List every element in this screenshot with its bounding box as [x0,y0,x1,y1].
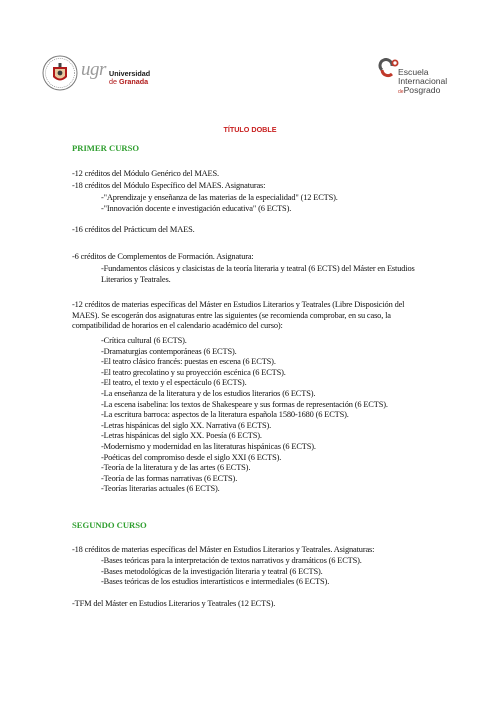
ep-line3-de: de [398,89,404,95]
list-item: -"Innovación docente e investigación educativa" (6 ECTS). [101,203,292,213]
ugr-logo [42,55,152,91]
list-item: -El teatro, el texto y el espectáculo (6 ECTS). [101,378,247,388]
escuela-posgrado-mark-icon [378,58,400,80]
list-item: -Letras hispánicas del siglo XX. Narrativa (6 ECTS). [101,420,272,430]
ugr-name-line1: Universidad [109,69,151,78]
escuela-posgrado-text [398,68,447,97]
list-item: -Poéticas del compromiso desde el siglo XXI (6 ECTS). [101,452,282,462]
list-item: -Teoría de las formas narrativas (6 ECTS). [101,473,238,483]
list-item: -El teatro grecolatino y su proyección escénica (6 ECTS). [101,367,286,377]
heading-first-year: PRIMER CURSO [72,143,140,153]
list-item: -Modernismo y modernidad en las literaturas hispánicas (6 ECTS). [101,441,316,451]
second-year-subjects [101,556,431,588]
ep-line3: Posgrado [403,85,441,95]
document-title: TÍTULO DOBLE [223,125,277,134]
list-item: -Bases teóricas para la interpretación de textos narrativos y dramáticos (6 ECTS). [101,556,362,565]
list-item: -Teorías literarias actuales (6 ECTS). [101,484,220,494]
list-item: -La escritura barroca: aspectos de la literatura española 1580-1680 (6 ECTS). [101,410,349,420]
ugr-seal-icon [42,55,78,91]
first-year-line-practicum: -16 créditos del Prácticum del MAES. [72,225,195,234]
list-item: -La enseñanza de la literatura y de los estudios literarios (6 ECTS). [101,388,316,398]
list-item: -Bases teóricas de los estudios interartísticos e intermediales (6 ECTS). [101,577,330,587]
ep-line1: Escuela [398,67,429,77]
list-item: -Teoría de la literatura y de las artes (6 ECTS). [101,463,251,473]
first-year-line-complements: -6 créditos de Complementos de Formación. Asignatura: [72,252,254,261]
first-year-line-specific: -18 créditos del Módulo Específico del MAES. Asignaturas: [72,181,266,190]
ugr-name-de: de [109,77,117,86]
ugr-name-line2: Granada [119,77,149,86]
list-item: -El teatro clásico francés: puestas en escena (6 ECTS). [101,357,276,367]
list-item: -Dramaturgias contemporáneas (6 ECTS). [101,346,237,356]
heading-second-year: SEGUNDO CURSO [72,520,147,530]
list-item: -Letras hispánicas del siglo XX. Poesía (6 ECTS). [101,431,262,441]
ep-line2: Internacional [398,76,448,86]
ugr-name [109,70,150,86]
second-year-line-specific-master: -18 créditos de materias específicas del Máster en Estudios Literarios y Teatrales. Asignaturas: [72,545,375,554]
complements-subject: -Fundamentos clásicos y clasicistas de la teoría literaria y teatral (6 ECTS) del Máster en Estudios Literarios y Teatrales. [101,264,415,284]
specific-module-subjects [101,193,411,214]
list-item: -Bases metodológicas de la investigación literaria y teatral (6 ECTS). [101,566,323,576]
second-year-line-tfm: -TFM del Máster en Estudios Literarios y Teatrales (12 ECTS). [72,599,276,608]
ugr-wordmark: ugr [81,59,106,80]
list-item: -Crítica cultural (6 ECTS). [101,336,187,345]
first-year-line-specific-master: -12 créditos de materias específicas del Máster en Estudios Literarios y Teatrales (Libre Disposición del MAES). Se escogerán dos asignaturas entre las siguientes (se recomienda comprobar, en su caso, la compatibilidad de horarios en el calendario académico del curso): [72,300,405,331]
elective-subjects-list [101,336,411,495]
page-header [0,0,500,110]
list-item: -La escena isabelina: los textos de Shakespeare y sus formas de representación (6 ECTS). [101,399,388,409]
list-item: -"Aprendizaje y enseñanza de las materias de la especialidad" (12 ECTS). [101,193,338,202]
first-year-line-generic: -12 créditos del Módulo Genérico del MAES. [72,169,219,178]
escuela-posgrado-logo [378,58,478,98]
